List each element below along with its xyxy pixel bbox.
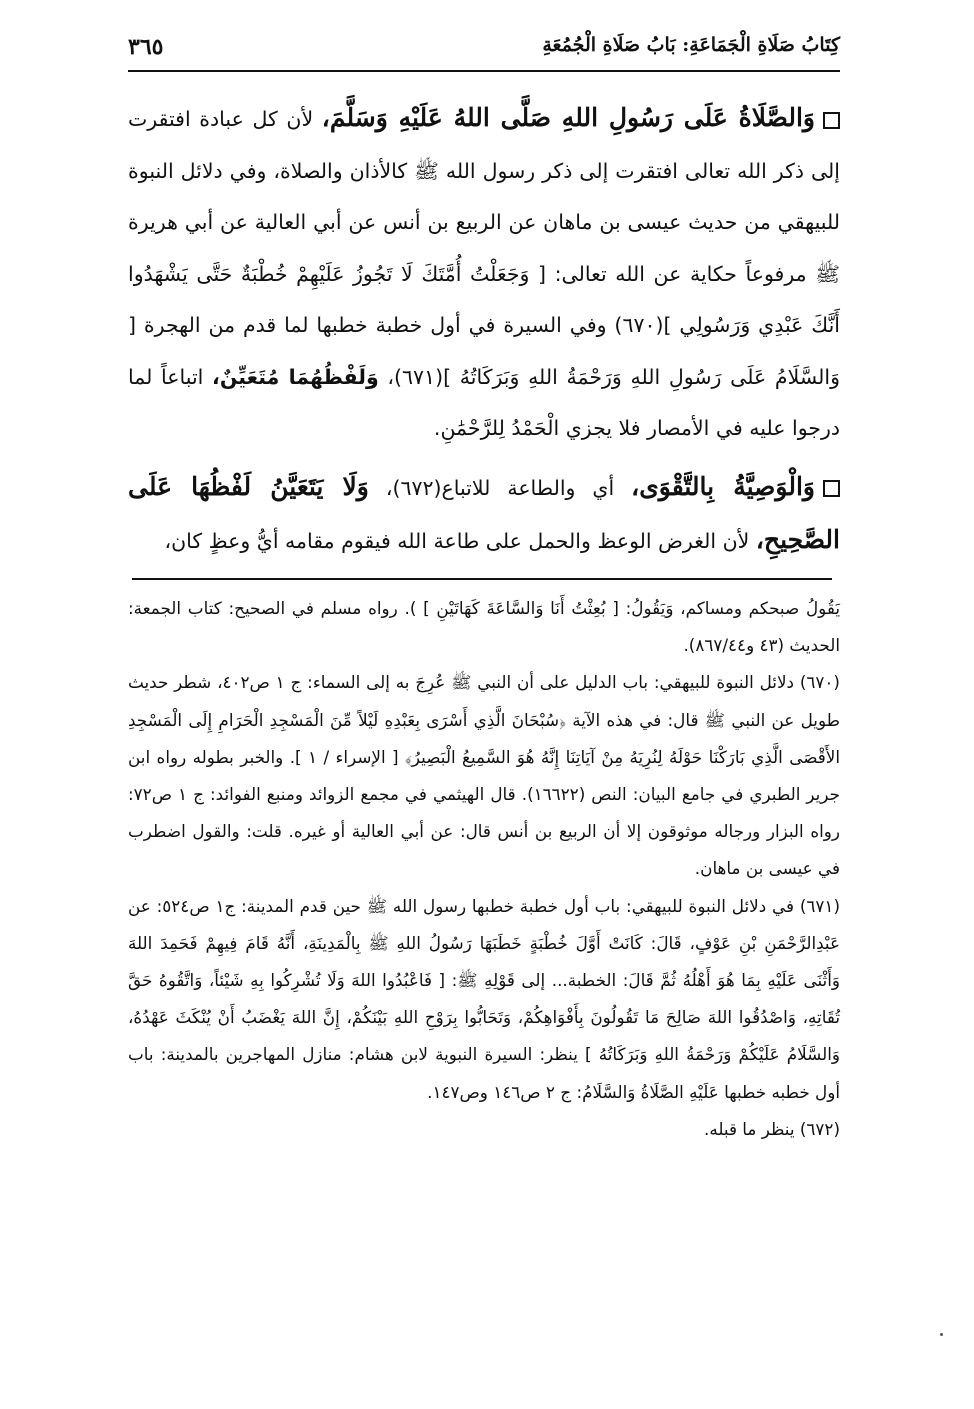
footnote-separator	[132, 578, 832, 580]
paragraph-bold-phrase: وَلَفْظُهُمَا مُتَعَيِّنٌ،	[212, 364, 379, 389]
paragraph-text: لأن كل عبادة افتقرت إلى ذكر الله تعالى افتقرت إلى ذكر رسول الله ﷺ كالأذان والصلاة، وفي دلائل النبوة للبيهقي من حديث عيسى بن ماهان عن الربيع بن أنس عن أبي العالية عن أبي هريرة ﷺ مرفوعاً حكاية عن الله تعالى: [ وَجَعَلْتُ أُمَّتَكَ لَا تَجُوزُ عَلَيْهِمْ خُطْبَةٌ حَتَّى يَشْهَدُوا أَنَّكَ عَبْدِي وَرَسُولِي ](٦٧٠) وفي السيرة في أول خطبة خطبها لما قدم من الهجرة [ وَالسَّلَامُ عَلَى رَسُولِ اللهِ وَرَحْمَةُ اللهِ وَبَرَكَاتُهُ ](٦٧١)،	[128, 107, 840, 389]
paragraph-lead: وَالْوَصِيَّةُ بِالتَّقْوَى،	[631, 471, 815, 501]
paragraph-text-continued: اتباعاً لما درجوا عليه في الأمصار فلا يجزي الْحَمْدُ لِلرَّحْمَٰنِ.	[128, 364, 840, 440]
paragraph-text: أي والطاعة للاتباع(٦٧٢)،	[385, 475, 615, 500]
footnote-672: (٦٧٢) ينظر ما قبله.	[704, 1118, 840, 1139]
scan-speck	[940, 1333, 943, 1336]
paragraph-bold-phrase: وَلَا يَتَعَيَّنُ لَفْظُهَا عَلَى الصَّحِيحِ،	[128, 471, 840, 554]
paragraph-text-continued: لأن الغرض الوعظ والحمل على طاعة الله فيقوم مقامه أيُّ وعظٍ كان،	[164, 529, 750, 553]
footnote-671: (٦٧١) في دلائل النبوة للبيهقي: باب أول خطبة خطبها رسول الله ﷺ حين قدم المدينة: ج١ ص٥٢٤: عن عَبْدِالرَّحْمَنِ بْنِ عَوْفٍ، قَالَ: كَانَتْ أَوَّلَ خُطْبَةٍ خَطَبَهَا رَسُولُ اللهِ ﷺ بِالْمَدِينَةِ، أَنَّهُ قَامَ فِيهِمْ فَحَمِدَ اللهَ وَأَثْنَى عَلَيْهِ بِمَا هُوَ أَهْلُهُ ثُمَّ قَالَ: الخطبة... إلى قَوْلِهِ ﷺ: [ فَاعْبُدُوا اللهَ وَلَا تُشْرِكُوا بِهِ شَيْئاً، وَاتَّقُوهُ حَقَّ تُقَاتِهِ، وَاصْدُقُوا اللهَ صَالِحَ مَا تَقُولُونَ بِأَفْوَاهِكُمْ، وَتَحَابُّوا بِرَوْحِ اللهِ بَيْنَكُمْ، إِنَّ اللهَ يَغْضَبُ أَنْ يُنْكَثَ عَهْدُهُ، وَالسَّلَامُ عَلَيْكُمْ وَرَحْمَةُ اللهِ وَبَرَكَاتُهُ ] ينظر: السيرة النبوية لابن هشام: منازل المهاجرين بالمدينة: باب أول خطبه خطبها عَلَيْهِ الصَّلَاةُ وَالسَّلَامُ: ج ٢ ص١٤٦ وص١٤٧.	[128, 895, 841, 1102]
running-header	[128, 30, 840, 72]
header-title: كِتَابُ صَلَاةِ الْجَمَاعَةِ: بَابُ صَلَاةِ الْجُمُعَةِ	[542, 34, 840, 56]
footnotes	[128, 590, 840, 1148]
footnote-670: (٦٧٠) دلائل النبوة للبيهقي: باب الدليل على أن النبي ﷺ عُرِجَ به إلى السماء: ج ١ ص٤٠٢، شطر حديث طويل عن النبي ﷺ قال: في هذه الآية ﴿سُبْحَانَ الَّذِي أَسْرَى بِعَبْدِهِ لَيْلاً مِّنَ الْمَسْجِدِ الْحَرَامِ إِلَى الْمَسْجِدِ الأَقْصَى الَّذِي بَارَكْنَا حَوْلَهُ لِنُرِيَهُ مِنْ آيَاتِنَا إِنَّهُ هُوَ السَّمِيعُ الْبَصِيرُ﴾ [ الإسراء / ١ ]. والخبر بطوله رواه ابن جرير الطبري في جامع البيان: النص (١٦٦٢٢). قال الهيثمي في مجمع الزوائد ومنبع الفوائد: ج ١ ص٧٢: رواه البزار ورجاله موثوقون إلا أن الربيع بن أنس قال: عن أبي العالية أو غيره. قلت: والقول اضطرب في عيسى بن ماهان.	[128, 672, 841, 879]
paragraph-salat	[128, 92, 840, 455]
page-number: ٣٦٥	[128, 34, 164, 60]
main-text	[128, 92, 840, 568]
footnote-continuation: يَقُولُ صبحكم ومساكم، وَيَقُولُ: [ بُعِثْتُ أَنَا وَالسَّاعَةَ كَهَاتَيْنِ ] ). رواه مسلم في الصحيح: كتاب الجمعة: الحديث (٤٣ و٨٦٧/٤٤).	[128, 598, 840, 656]
paragraph-lead: وَالصَّلَاةُ عَلَى رَسُولِ اللهِ صَلَّى اللهُ عَلَيْهِ وَسَلَّمَ،	[321, 103, 815, 132]
square-bullet-icon	[823, 480, 840, 497]
paragraph-wasiyya	[128, 461, 840, 568]
square-bullet-icon	[823, 112, 840, 129]
